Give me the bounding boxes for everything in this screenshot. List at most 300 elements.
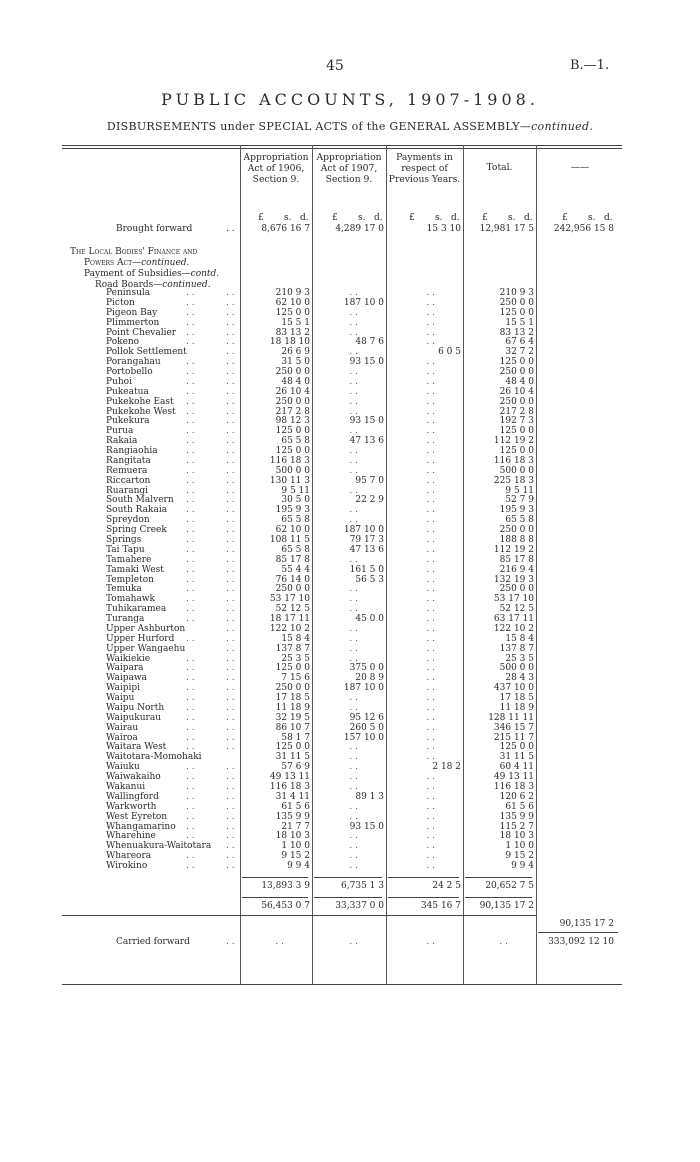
road-board-name: Porangahau [106,357,161,368]
amount-cell: 225 18 3 [493,475,534,486]
leader-dots: . . [186,772,195,783]
leader-dots: . . [186,327,195,338]
road-board-name: Waipara [106,663,144,674]
leader-dots: . . [186,455,195,466]
leader-dots: . . [186,762,195,773]
table-closing-rule [62,915,536,916]
leader-dots: . . [426,594,435,605]
road-board-name: Waipu North [106,702,165,713]
amount-cell: 13,893 3 9 [261,881,310,891]
road-board-name: Wakanui [106,782,146,792]
leader-dots: . . [226,633,235,644]
amount-cell: 1 10 0 [281,841,310,852]
leader-dots: . . [426,307,435,318]
road-board-name: Pollok Settlement [106,347,187,358]
road-board-name: Pigeon Bay [106,307,158,318]
leader-dots: . . [186,317,195,328]
leader-dots: . . [226,406,235,417]
amount-cell: 135 9 9 [275,811,310,822]
leader-dots: . . [426,288,435,298]
leader-dots: . . [186,683,195,694]
amount-cell: 188 8 8 [499,535,534,545]
leader-dots: . . [186,554,195,565]
subtotal-rule [388,877,459,878]
leader-dots: . . [226,722,235,733]
amount-cell: 260 5 0 [349,722,384,733]
leader-dots: . . [349,762,358,773]
road-board-name: Plimmerton [106,317,160,328]
unit-shillings: s. [358,213,366,223]
leader-dots: . . [186,505,195,516]
amount-cell: 161 5 0 [349,564,384,575]
unit-pence: d. [451,213,460,223]
leader-dots: . . [349,426,358,437]
road-board-name: Pukeatua [106,386,149,397]
amount-cell: 187 10 0 [343,525,384,536]
leader-dots: . . [426,821,435,832]
leader-dots: . . [426,861,435,872]
amount-cell: 210 9 3 [275,288,310,298]
leader-dots: . . [426,485,435,496]
leader-dots: . . [426,376,435,387]
leader-dots: . . [426,574,435,585]
leader-dots: . . [226,416,235,427]
leader-dots: . . [226,594,235,605]
amount-cell: 89 1 3 [355,791,384,802]
amount-cell: 250 0 0 [499,525,534,536]
leader-dots: . . [186,535,195,545]
amount-cell: 437 10 0 [493,683,534,694]
leader-dots: . . [186,861,195,872]
leader-dots: . . [226,821,235,832]
leader-dots: . . [186,702,195,713]
road-board-name: Waipu [106,693,135,704]
leader-dots: . . [226,861,235,872]
leader-dots: . . [226,801,235,812]
amount-cell: 15 8 4 [281,633,310,644]
leader-dots: . . [186,485,195,496]
leader-dots: . . [186,693,195,704]
amount-cell: 135 9 9 [499,811,534,822]
leader-dots: . . [186,604,195,615]
amount-cell: 210 9 3 [499,288,534,298]
section-total: 90,135 17 2 [559,919,614,929]
leader-dots: . . [226,426,235,437]
amount-cell: 56,453 0 7 [261,901,310,911]
column-header: Total. [486,162,513,173]
amount-cell: 31 11 5 [499,752,534,763]
leader-dots: . . [186,742,195,753]
leader-dots: . . [226,791,235,802]
table-top-rule [62,145,622,146]
leader-dots: . . [426,653,435,664]
amount-cell: 62 10 0 [275,525,310,536]
road-board-name: Waiuku [106,762,140,773]
amount-cell: 215 11 7 [493,732,534,743]
heading-text: Powers Act— [84,258,142,268]
amount-cell: 125 0 0 [499,742,534,753]
leader-dots: . . [226,693,235,704]
leader-dots: . . [226,297,235,308]
leader-dots: . . [349,861,358,872]
leader-dots: . . [186,525,195,536]
amount-cell: 2 18 2 [432,762,461,773]
leader-dots: . . [226,505,235,516]
amount-cell: 76 14 0 [275,574,310,585]
leader-dots: . . [426,712,435,723]
amount-cell: 65 5 8 [505,515,534,526]
leader-dots: . . [186,821,195,832]
leader-dots: . . [226,742,235,753]
amount-cell: 61 5 6 [281,801,310,812]
unit-pound: £ [258,213,264,223]
amount-cell: 137 8 7 [499,643,534,654]
leader-dots: . . [186,782,195,792]
carried-forward-amount: 333,092 12 10 [548,937,614,947]
leader-dots: . . [426,722,435,733]
road-board-name: Tamaki West [106,564,164,575]
road-board-name: Point Chevalier [106,327,177,338]
amount-cell: 9 9 4 [287,861,310,872]
leader-dots: . . [426,604,435,615]
amount-cell: 9 5 11 [281,485,310,496]
subtotal-rule [314,877,382,878]
road-board-name: Tamahere [106,554,152,565]
amount-cell: 15 5 1 [505,317,534,328]
road-board-name: South Rakaia [106,505,168,516]
leader-dots: . . [226,712,235,723]
amount-cell: 122 10 2 [269,623,310,634]
amount-cell: 25 3 5 [505,653,534,664]
heading-text: Payment of Subsidies— [84,269,191,279]
amount-cell: 187 10 0 [343,683,384,694]
leader-dots: . . [349,455,358,466]
road-board-name: Waitotara-Momohaki [106,752,202,763]
amount-cell: 9 5 11 [505,485,534,496]
amount-cell: 25 3 5 [281,653,310,664]
leader-dots: . . [226,327,235,338]
table-top-rule-2 [62,148,622,149]
leader-dots: . . [226,554,235,565]
leader-dots: . . [226,574,235,585]
amount-cell: 187 10 0 [343,297,384,308]
leader-dots: . . [349,386,358,397]
road-board-name: Springs [106,535,142,545]
leader-dots: . . [426,702,435,713]
amount-cell: 85 17 8 [275,554,310,565]
leader-dots: . . [186,357,195,368]
road-board-name: Peninsula [106,288,151,298]
leader-dots: . . [426,426,435,437]
leader-dots: . . [426,693,435,704]
leader-dots: . . [426,782,435,792]
leader-dots: . . [186,307,195,318]
unit-pound: £ [332,213,338,223]
leader-dots: . . [349,782,358,792]
road-board-name: Turanga [106,614,145,625]
road-board-name: Waitara West [106,742,167,753]
amount-cell: 33,337 0 0 [335,901,384,911]
road-board-name: Waipawa [106,673,147,684]
leader-dots: . . [226,564,235,575]
heading-text: Road Boards— [95,280,163,290]
amount-cell: 346 15 7 [493,722,534,733]
page-title: PUBLIC ACCOUNTS, 1907-1908. [161,90,539,109]
leader-dots: . . [426,791,435,802]
amount-cell: 217 2 8 [499,406,534,417]
leader-dots: . . [349,317,358,328]
leader-dots: . . [226,702,235,713]
leader-dots: . . [349,702,358,713]
road-board-name: Ruarangi [106,485,149,496]
leader-dots: . . [426,643,435,654]
leader-dots: . . [186,653,195,664]
amount-cell: 112 19 2 [493,544,534,555]
leader-dots: . . [186,376,195,387]
leader-dots: . . [349,643,358,654]
amount-cell: 26 10 4 [275,386,310,397]
amount-cell: 116 18 3 [269,782,310,792]
leader-dots: . . [349,604,358,615]
road-board-name: Remuera [106,465,148,476]
unit-shillings: s. [284,213,292,223]
leader-dots: . . [349,742,358,753]
leader-dots: . . [226,376,235,387]
leader-dots: . . [426,495,435,506]
amount-cell: 345 16 7 [420,901,461,911]
leader-dots: . . [426,317,435,328]
amount-cell: 216 9 4 [499,564,534,575]
leader-dots: . . [186,386,195,397]
road-board-name: Pukekohe West [106,406,176,417]
road-board-name: Tomahawk [106,594,155,605]
leader-dots: . . [226,772,235,783]
amount-cell: 61 5 6 [505,801,534,812]
amount-cell: 9 15 2 [281,851,310,862]
amount-cell: 375 0 0 [349,663,384,674]
leader-dots: . . [186,614,195,625]
amount-cell: 48 4 0 [281,376,310,387]
leader-dots: . . [226,544,235,555]
leader-dots: . . [349,554,358,565]
road-board-name: Wairau [106,722,139,733]
road-board-name: Whenuakura-Waitotara [106,841,212,852]
amount-cell: 56 5 3 [355,574,384,585]
leader-dots: . . [186,396,195,407]
heading-continued: continued. [162,280,211,290]
leader-dots: . . [349,623,358,634]
amount-cell: 116 18 3 [269,455,310,466]
leader-dots: . . [426,544,435,555]
amount-cell: 115 2 7 [499,821,534,832]
amount-cell: 132 19 3 [493,574,534,585]
section-total-rule [538,932,618,933]
leader-dots: . . [349,831,358,842]
brought-forward-dots: . . [226,224,235,234]
amount-cell: 30 5 0 [281,495,310,506]
unit-shillings: s. [508,213,516,223]
leader-dots: . . [349,653,358,664]
amount-cell: 15 5 1 [281,317,310,328]
leader-dots: . . [226,317,235,328]
carried-forward-dots: . . [226,937,235,947]
leader-dots: . . [349,594,358,605]
leader-dots: . . [226,653,235,664]
amount-cell: 6,735 1 3 [341,881,384,891]
road-board-name: Purua [106,426,134,437]
amount-cell: 60 4 11 [499,762,534,773]
unit-pence: d. [374,213,383,223]
amount-cell: 125 0 0 [499,446,534,457]
road-board-name: Spring Creek [106,525,167,536]
leader-dots: . . [426,801,435,812]
amount-cell: 195 9 3 [499,505,534,516]
amount-cell: 8,676 16 7 [261,224,310,234]
leader-dots: . . [186,446,195,457]
leader-dots: . . [426,831,435,842]
leader-dots: . . [186,515,195,526]
leader-dots: . . [426,367,435,378]
unit-pound: £ [409,213,415,223]
leader-dots: . . [426,811,435,822]
leader-dots: . . [226,673,235,684]
amount-cell: 9 15 2 [505,851,534,862]
amount-cell: 47 13 6 [349,544,384,555]
road-board-name: Whangamarino [106,821,176,832]
leader-dots: . . [349,752,358,763]
amount-cell: 65 5 8 [281,515,310,526]
leader-dots: . . [226,436,235,447]
amount-cell: 4,289 17 0 [335,224,384,234]
leader-dots: . . [226,465,235,476]
amount-cell: 52 7 9 [505,495,534,506]
amount-cell: 49 13 11 [493,772,534,783]
leader-dots: . . [226,604,235,615]
section-heading-line2 [84,258,189,269]
unit-shillings: s. [588,213,596,223]
amount-cell: 48 4 0 [505,376,534,387]
amount-cell: 26 6 9 [281,347,310,358]
leader-dots: . . [499,937,508,947]
cumulative-rule [242,897,308,898]
unit-pound: £ [482,213,488,223]
road-board-name: Tuhikaramea [106,604,167,615]
leader-dots: . . [226,525,235,536]
amount-cell: 250 0 0 [499,584,534,595]
leader-dots: . . [349,633,358,644]
leader-dots: . . [186,297,195,308]
column-header: Appropriation Act of 1906, Section 9. [243,152,309,185]
leader-dots: . . [349,327,358,338]
cumulative-rule [388,897,459,898]
amount-cell: 17 18 5 [499,693,534,704]
subtotal-rule [242,877,308,878]
road-board-name: Upper Ashburton [106,623,186,634]
heading-continued: continued. [141,258,190,268]
leader-dots: . . [226,663,235,674]
amount-cell: 11 18 9 [499,702,534,713]
subtotal-rule [465,877,532,878]
leader-dots: . . [226,614,235,625]
amount-cell: 93 15 0 [349,357,384,368]
leader-dots: . . [426,673,435,684]
amount-cell: 217 2 8 [275,406,310,417]
leader-dots: . . [426,732,435,743]
leader-dots: . . [226,623,235,634]
leader-dots: . . [426,515,435,526]
amount-cell: 58 1 7 [281,732,310,743]
leader-dots: . . [349,406,358,417]
amount-cell: 31 11 5 [275,752,310,763]
leader-dots: . . [186,801,195,812]
leader-dots: . . [226,831,235,842]
amount-cell: 116 18 3 [493,782,534,792]
leader-dots: . . [275,937,284,947]
amount-cell: 125 0 0 [499,426,534,437]
leader-dots: . . [426,396,435,407]
leader-dots: . . [349,937,358,947]
leader-dots: . . [226,683,235,694]
leader-dots: . . [426,614,435,625]
leader-dots: . . [226,584,235,595]
leader-dots: . . [426,937,435,947]
road-board-name: Tai Tapu [106,544,145,555]
cumulative-rule [465,897,532,898]
amount-cell: 15 8 4 [505,633,534,644]
leader-dots: . . [226,347,235,358]
leader-dots: . . [226,396,235,407]
leader-dots: . . [226,811,235,822]
road-board-name: Wallingford [106,791,159,802]
leader-dots: . . [186,851,195,862]
amount-cell: 31 4 11 [275,791,310,802]
column-rule [536,145,537,984]
brought-forward-label: Brought forward [116,224,193,234]
column-header: Payments in respect of Previous Years. [388,152,461,185]
road-board-name: Riccarton [106,475,151,486]
leader-dots: . . [186,594,195,605]
leader-dots: . . [226,475,235,486]
leader-dots: . . [426,742,435,753]
leader-dots: . . [349,307,358,318]
amount-cell: 116 18 3 [493,455,534,466]
leader-dots: . . [226,337,235,348]
leader-dots: . . [226,515,235,526]
amount-cell: 28 4 3 [505,673,534,684]
amount-cell: 128 11 11 [488,712,534,723]
amount-cell: 32 19 5 [275,712,310,723]
amount-cell: 125 0 0 [499,357,534,368]
amount-cell: 18 18 10 [269,337,310,348]
road-board-name: Upper Wangaehu [106,643,186,654]
amount-cell: 18 17 11 [269,614,310,625]
amount-cell: 20 8 9 [355,673,384,684]
amount-cell: 120 6 2 [499,791,534,802]
amount-cell: 18 10 3 [275,831,310,842]
amount-cell: 21 7 7 [281,821,310,832]
unit-pence: d. [604,213,613,223]
road-board-name: Wharehine [106,831,156,842]
column-rule [386,145,387,984]
leader-dots: . . [186,712,195,723]
amount-cell: 500 0 0 [275,465,310,476]
leader-dots: . . [186,673,195,684]
leader-dots: . . [426,475,435,486]
leader-dots: . . [349,505,358,516]
amount-cell: 95 12 6 [349,712,384,723]
road-board-name: Pukekura [106,416,150,427]
amount-cell: 57 6 9 [281,762,310,773]
